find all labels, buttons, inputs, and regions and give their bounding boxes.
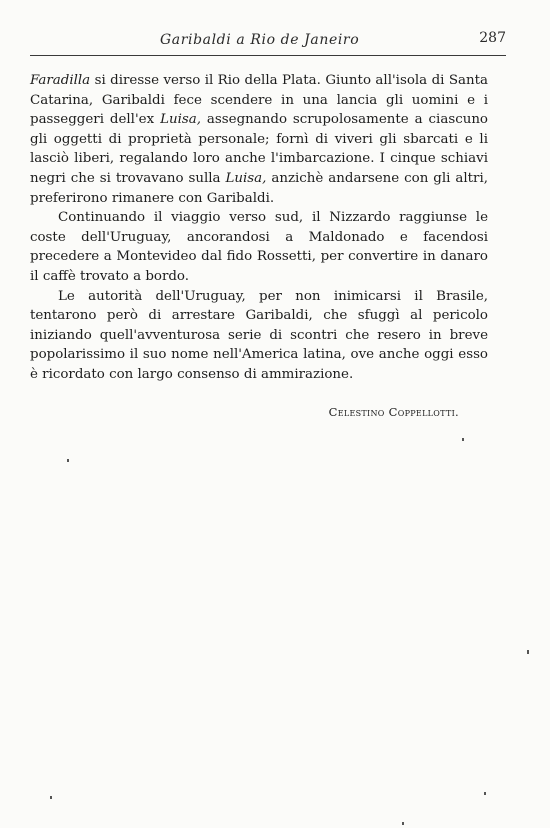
print-speck	[50, 796, 52, 799]
print-speck	[67, 459, 69, 462]
paragraph-2: Continuando il viaggio verso sud, il Nizzardo raggiunse le coste dell'Uruguay, ancorandosi a Maldonado e facendosi precedere a Montevideo dal fido Rossetti, per convertire in danaro il caffè trovato a bordo.	[30, 210, 488, 284]
print-speck	[402, 822, 404, 825]
print-speck	[462, 438, 464, 441]
paragraph-1	[30, 71, 488, 208]
paragraph-1-text-2: assegnando scrupolosamente a ciascuno gli oggetti di proprietà personale; fornì di viveri gli sbarcati e li lasciò liberi, regalando loro anche l'imbarcazione. I cinque schiavi negri che si trovavano sulla	[30, 112, 488, 186]
author-signature: Celestino Coppellotti.	[328, 405, 459, 419]
running-head: Garibaldi a Rio de Janeiro	[160, 32, 360, 48]
article-body	[30, 71, 488, 385]
page-number: 287	[479, 30, 506, 46]
paragraph-1-text-3: anzichè andarsene con gli altri, preferirono rimanere con Garibaldi.	[30, 170, 488, 206]
print-speck	[484, 792, 486, 795]
page-header	[30, 30, 506, 54]
paragraph-1-text-1: si diresse verso il Rio della Plata. Giunto all'isola di Santa Catarina, Garibaldi fece scendere in una lancia gli uomini e i passeggeri dell'ex	[30, 73, 488, 128]
paragraph-3: Le autorità dell'Uruguay, per non inimicarsi il Brasile, tentarono però di arrestare Garibaldi, che sfuggì al pericolo iniziando quell'avventurosa serie di scontri che resero in breve popolarissimo il suo nome nell'America latina, ove anche oggi esso è ricordato con largo consenso di ammirazione.	[30, 288, 488, 382]
ship-name-faradilla: Faradilla	[30, 73, 91, 88]
ship-name-luisa-1: Luisa,	[160, 112, 201, 128]
print-speck	[527, 650, 529, 654]
ship-name-luisa-2: Luisa,	[225, 170, 267, 186]
header-rule	[30, 55, 506, 56]
